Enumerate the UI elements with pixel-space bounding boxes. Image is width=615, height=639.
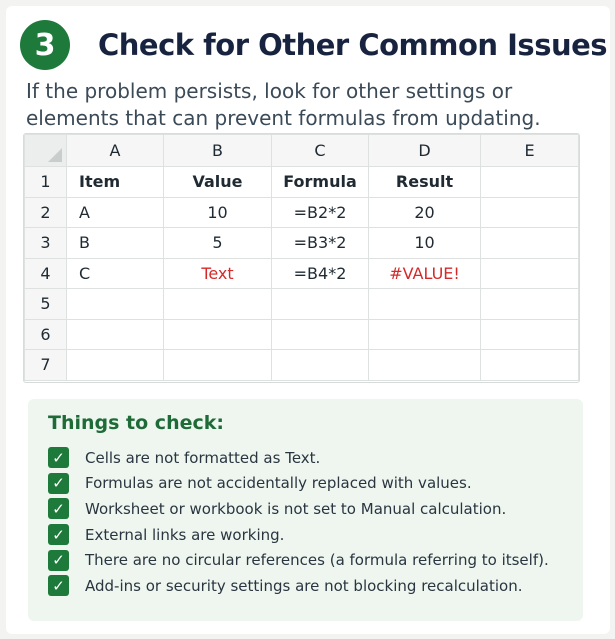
cell-e3[interactable]: [481, 228, 579, 259]
list-item: [48, 522, 549, 548]
table-row: [25, 319, 579, 350]
cell-b1[interactable]: Value: [164, 167, 272, 198]
cell-b7[interactable]: [164, 350, 272, 381]
cell-e5[interactable]: [481, 289, 579, 320]
cell-a1[interactable]: Item: [67, 167, 164, 198]
cell-b6[interactable]: [164, 319, 272, 350]
row-header[interactable]: 4: [25, 258, 67, 289]
cell-b5[interactable]: [164, 289, 272, 320]
table-row: [25, 167, 579, 198]
cell-a4[interactable]: C: [67, 258, 164, 289]
cell-a7[interactable]: [67, 350, 164, 381]
row-header[interactable]: 5: [25, 289, 67, 320]
step-number-badge: 3: [20, 20, 70, 70]
cell-a3[interactable]: B: [67, 228, 164, 259]
table-row: [25, 258, 579, 289]
cell-e2[interactable]: [481, 197, 579, 228]
checklist: [48, 445, 549, 599]
table-row: [25, 228, 579, 259]
cell-b3[interactable]: 5: [164, 228, 272, 259]
select-all-corner[interactable]: [25, 135, 67, 167]
cell-d1[interactable]: Result: [369, 167, 481, 198]
cell-c7[interactable]: [272, 350, 369, 381]
intro-text: If the problem persists, look for other settings or elements that can prevent formulas from updating.: [26, 79, 541, 130]
row-header[interactable]: 6: [25, 319, 67, 350]
cell-b2[interactable]: 10: [164, 197, 272, 228]
list-item: [48, 471, 549, 497]
cell-c6[interactable]: [272, 319, 369, 350]
cell-a6[interactable]: [67, 319, 164, 350]
cell-e4[interactable]: [481, 258, 579, 289]
checklist-item-text: Add-ins or security settings are not blocking recalculation.: [85, 576, 523, 595]
table-row: [25, 197, 579, 228]
list-item: [48, 445, 549, 471]
cell-e7[interactable]: [481, 350, 579, 381]
cell-d2[interactable]: 20: [369, 197, 481, 228]
cell-b4-text-value[interactable]: Text: [164, 258, 272, 289]
check-mark-icon: ✓: [48, 498, 69, 519]
row-header[interactable]: 7: [25, 350, 67, 381]
check-mark-icon: ✓: [48, 524, 69, 545]
cell-e6[interactable]: [481, 319, 579, 350]
column-header-e[interactable]: E: [481, 135, 579, 167]
row-header[interactable]: 3: [25, 228, 67, 259]
checklist-title: Things to check:: [48, 412, 224, 434]
select-all-triangle-icon: [48, 148, 62, 162]
checklist-item-text: External links are working.: [85, 525, 285, 544]
row-header[interactable]: 2: [25, 197, 67, 228]
checklist-item-text: Formulas are not accidentally replaced with values.: [85, 474, 472, 493]
list-item: [48, 496, 549, 522]
checklist-item-text: There are no circular references (a formula referring to itself).: [85, 551, 549, 570]
cell-d6[interactable]: [369, 319, 481, 350]
column-header-a[interactable]: A: [67, 135, 164, 167]
cell-d3[interactable]: 10: [369, 228, 481, 259]
spreadsheet-grid: [23, 133, 580, 383]
step-header: [20, 20, 607, 70]
check-mark-icon: ✓: [48, 473, 69, 494]
cell-d7[interactable]: [369, 350, 481, 381]
check-mark-icon: ✓: [48, 447, 69, 468]
page-title: Check for Other Common Issues: [98, 28, 608, 62]
cell-c3[interactable]: =B3*2: [272, 228, 369, 259]
check-mark-icon: ✓: [48, 550, 69, 571]
checklist-panel: [28, 399, 583, 621]
table-row: [25, 289, 579, 320]
list-item: [48, 573, 549, 599]
check-mark-icon: ✓: [48, 575, 69, 596]
checklist-item-text: Worksheet or workbook is not set to Manual calculation.: [85, 499, 507, 518]
column-header-d[interactable]: D: [369, 135, 481, 167]
list-item: [48, 547, 549, 573]
cell-a2[interactable]: A: [67, 197, 164, 228]
cell-d5[interactable]: [369, 289, 481, 320]
column-header-c[interactable]: C: [272, 135, 369, 167]
row-header[interactable]: 1: [25, 167, 67, 198]
content-card: [6, 6, 610, 634]
checklist-item-text: Cells are not formatted as Text.: [85, 448, 321, 467]
cell-a5[interactable]: [67, 289, 164, 320]
cell-c4[interactable]: =B4*2: [272, 258, 369, 289]
table-row: [25, 350, 579, 381]
cell-c1[interactable]: Formula: [272, 167, 369, 198]
column-header-b[interactable]: B: [164, 135, 272, 167]
cell-e1[interactable]: [481, 167, 579, 198]
cell-c5[interactable]: [272, 289, 369, 320]
cell-d4-error-value[interactable]: #VALUE!: [369, 258, 481, 289]
cell-c2[interactable]: =B2*2: [272, 197, 369, 228]
